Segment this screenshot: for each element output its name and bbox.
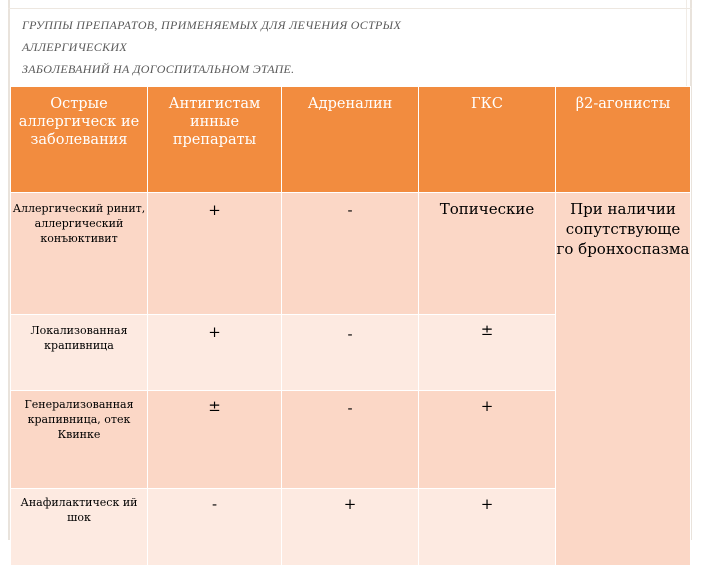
table-header-row bbox=[11, 87, 691, 193]
header-gks: ГКС bbox=[419, 87, 556, 193]
gks-cell: + bbox=[419, 391, 556, 489]
disease-cell: Анафилактическ ий шок bbox=[11, 489, 148, 566]
b2-agonists-cell: При наличии сопутствующе го бронхоспазма bbox=[556, 193, 691, 566]
drug-table bbox=[10, 86, 691, 566]
antihistamine-cell: ± bbox=[148, 391, 282, 489]
antihistamine-cell: + bbox=[148, 315, 282, 391]
slide-top-border bbox=[8, 8, 692, 9]
disease-cell: Локализованная крапивница bbox=[11, 315, 148, 391]
table-row bbox=[11, 193, 691, 315]
adrenaline-cell: - bbox=[282, 391, 419, 489]
disease-cell: Генерализованная крапивница, отек Квинке bbox=[11, 391, 148, 489]
header-diseases: Острые аллергическ ие заболевания bbox=[11, 87, 148, 193]
disease-cell: Аллергический ринит, аллергический конъюктивит bbox=[11, 193, 148, 315]
antihistamine-cell: + bbox=[148, 193, 282, 315]
title-line-2: АЛЛЕРГИЧЕСКИХ bbox=[22, 40, 127, 54]
gks-cell: + bbox=[419, 489, 556, 566]
gks-cell: ± bbox=[419, 315, 556, 391]
title-line-3: ЗАБОЛЕВАНИЙ НА ДОГОСПИТАЛЬНОМ ЭТАПЕ. bbox=[22, 62, 295, 76]
antihistamine-cell: - bbox=[148, 489, 282, 566]
adrenaline-cell: + bbox=[282, 489, 419, 566]
header-adrenaline: Адреналин bbox=[282, 87, 419, 193]
slide-title bbox=[22, 14, 672, 80]
header-antihistamines: Антигистам инные препараты bbox=[148, 87, 282, 193]
adrenaline-cell: - bbox=[282, 193, 419, 315]
title-line-1: ГРУППЫ ПРЕПАРАТОВ, ПРИМЕНЯЕМЫХ ДЛЯ ЛЕЧЕНИЯ ОСТРЫХ bbox=[22, 18, 402, 32]
adrenaline-cell: - bbox=[282, 315, 419, 391]
gks-cell: Топические bbox=[419, 193, 556, 315]
header-b2-agonists: β2-агонисты bbox=[556, 87, 691, 193]
